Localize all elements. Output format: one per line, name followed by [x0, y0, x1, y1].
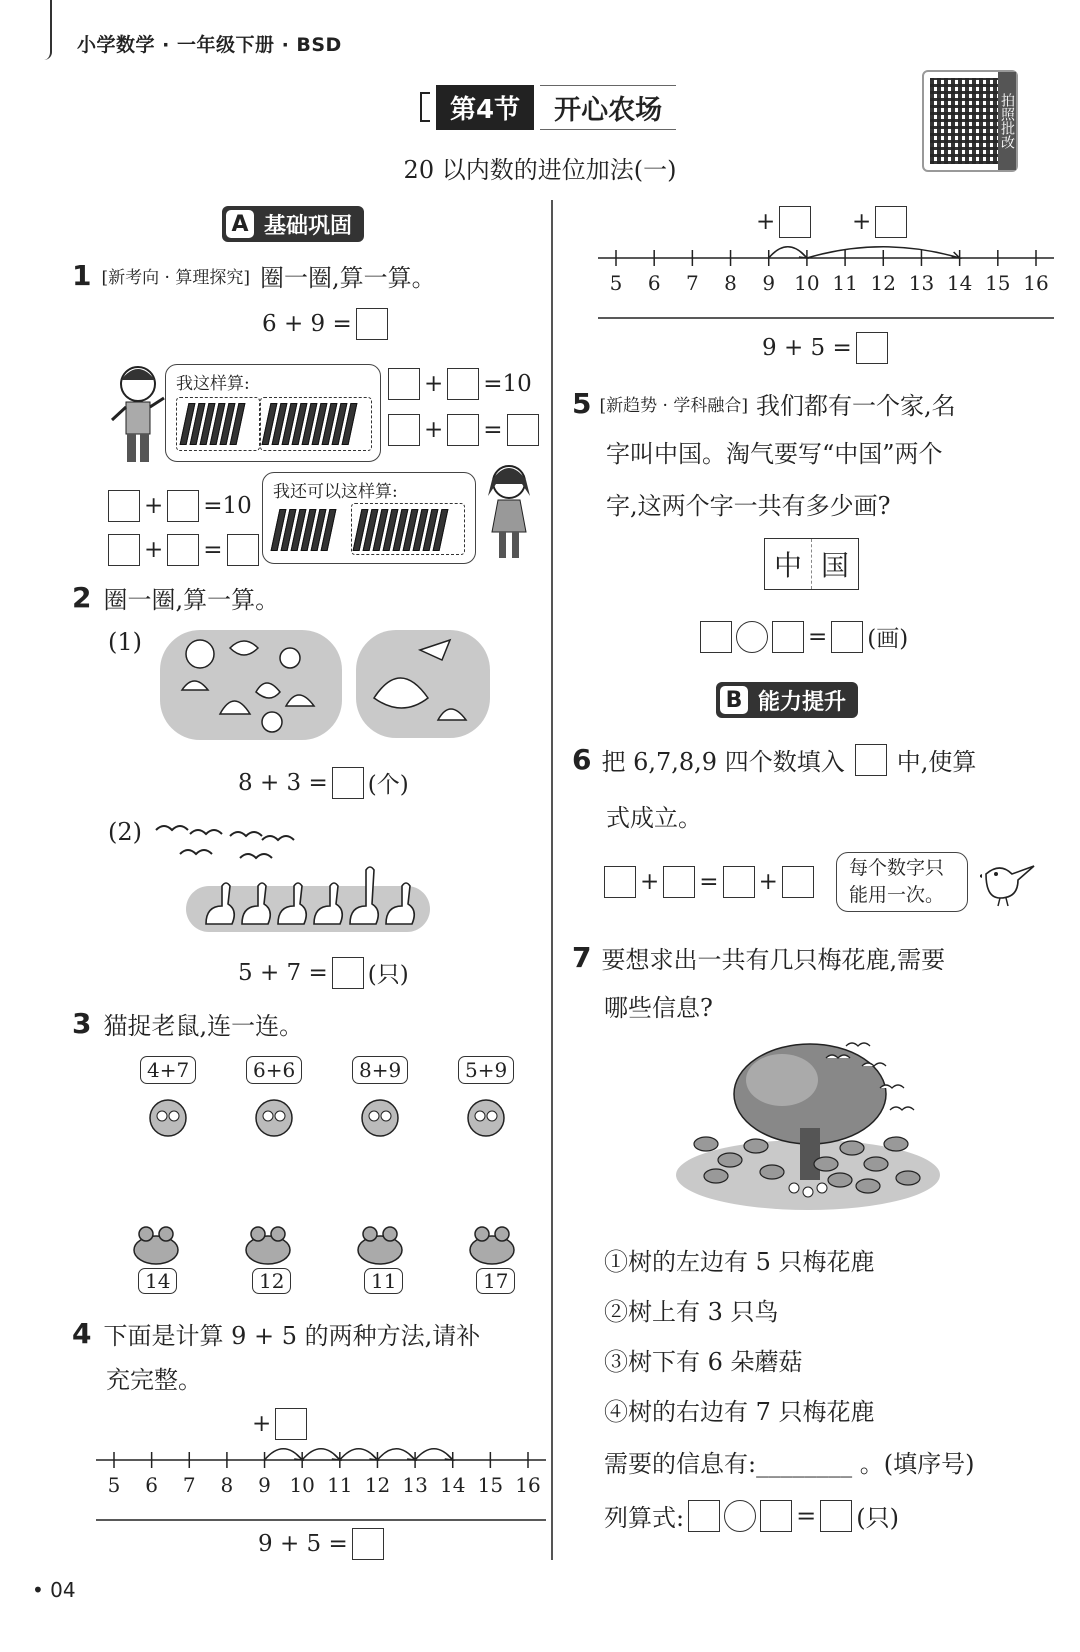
q5-unit: (画) [867, 626, 909, 652]
sticks-6b [275, 509, 332, 551]
q7-option-3[interactable]: ③树下有 6 朵蘑菇 [604, 1348, 803, 1376]
plus-sign: + [424, 417, 444, 443]
cat-2[interactable] [246, 1056, 306, 1084]
q1-m2-box4[interactable] [167, 534, 199, 566]
q1-bubble-1-label: 我这样算: [176, 374, 250, 394]
q5-characters [764, 538, 859, 590]
tick-label: 11 [832, 271, 858, 295]
tick-label: 8 [724, 271, 737, 295]
q2-part1-label: (1) [108, 628, 142, 656]
q7-option-4[interactable]: ④树的右边有 7 只梅花鹿 [604, 1398, 875, 1426]
tick-label: 12 [870, 271, 896, 295]
qr-side-label: 拍照批改 [998, 72, 1016, 170]
q2-unit2: (只) [367, 962, 409, 988]
cat-2-expression: 6+6 [246, 1056, 302, 1084]
q4-left-jump-box[interactable] [275, 1408, 307, 1440]
equals-sign: = [483, 417, 503, 443]
mouse-1-number: 14 [138, 1268, 177, 1294]
q1-equation-text: 6 + 9 = [262, 311, 352, 337]
q4-right-equation [762, 332, 888, 364]
q5-line1: 我们都有一个家,名 [755, 392, 956, 420]
q2-text: 圈一圈,算一算。 [103, 586, 280, 614]
q1-heading [72, 258, 436, 293]
page-number: • 04 [32, 1578, 76, 1602]
mouse-4[interactable] [476, 1268, 515, 1294]
shells-icon [160, 630, 490, 740]
plus-sign: + [756, 209, 776, 235]
q4-left-eq-text: 9 + 5 = [258, 1531, 348, 1557]
q7-line1: 要想求出一共有几只梅花鹿,需要 [601, 946, 946, 974]
equals-ten: =10 [483, 371, 532, 397]
q4-left-eq-box[interactable] [352, 1528, 384, 1560]
q1-m2-box5[interactable] [227, 534, 259, 566]
q5-tag: [新趋势 · 学科融合] [599, 396, 748, 416]
plus-sign: + [252, 1411, 272, 1437]
q1-method2-row2 [108, 534, 259, 566]
char-zhong: 中 [765, 539, 812, 589]
q4-left-equation [258, 1528, 384, 1560]
badge-a-letter: A [226, 210, 254, 238]
equals-sign: = [808, 623, 828, 650]
q1-answer-box[interactable] [356, 308, 388, 340]
q5-answer-box[interactable] [831, 621, 863, 653]
equals-sign: = [203, 537, 223, 563]
q1-m1-box5[interactable] [507, 414, 539, 446]
bird-icon [980, 858, 1040, 908]
lesson-subtitle: 20 以内数的进位加法(一) [403, 156, 677, 184]
tick-label: 7 [182, 1473, 196, 1497]
mouse-1[interactable] [138, 1268, 177, 1294]
q6-number: 6 [572, 743, 592, 776]
cat-icons [140, 1090, 540, 1150]
q6-hint-line2: 能用一次。 [849, 884, 945, 906]
tick-label: 13 [908, 271, 935, 295]
tick-label: 15 [477, 1473, 504, 1497]
q6-hint-bubble [836, 852, 968, 912]
q6-box3[interactable] [723, 866, 755, 898]
cat-4-expression: 5+9 [458, 1056, 514, 1084]
badge-advanced [716, 682, 858, 718]
plus-sign: + [424, 371, 444, 397]
q4-right-jump2 [852, 206, 907, 238]
equals-sign: = [699, 869, 719, 895]
tree-deer-illustration [676, 1036, 956, 1206]
q7-option-1[interactable]: ①树的左边有 5 只梅花鹿 [604, 1248, 875, 1276]
q6-box1[interactable] [604, 866, 636, 898]
q5-number: 5 [572, 387, 592, 420]
mouse-icons [120, 1224, 540, 1268]
q7-answer-box[interactable] [820, 1500, 852, 1532]
q1-bubble-1 [165, 364, 381, 462]
q1-m1-box1[interactable] [388, 368, 420, 400]
q2-heading [72, 580, 279, 615]
q6-line1-end: 中,使算 [896, 748, 977, 776]
q1-method1-row1 [388, 368, 532, 400]
plus-sign: + [758, 869, 778, 895]
q7-formula-label: 列算式: [604, 1504, 685, 1532]
tick-label: 10 [289, 1473, 315, 1497]
q1-m2-box2[interactable] [167, 490, 199, 522]
jump-arrowhead [952, 252, 960, 258]
q1-method1-row2 [388, 414, 539, 446]
q2-eq1 [238, 766, 409, 799]
tick-label: 9 [762, 271, 776, 295]
q4-right-eq-text: 9 + 5 = [762, 335, 852, 361]
tick-label: 5 [107, 1473, 121, 1497]
q5-operator-circle[interactable] [736, 621, 768, 653]
birds-icon [150, 818, 300, 868]
q1-equation [262, 308, 388, 340]
sticks-6 [184, 403, 241, 445]
tick-label: 16 [1023, 271, 1049, 295]
equals-ten: =10 [203, 493, 252, 519]
badge-basic [222, 206, 364, 242]
mouse-3[interactable] [364, 1268, 403, 1294]
tick-label: 13 [402, 1473, 428, 1497]
plus-sign: + [144, 537, 164, 563]
q5-line2: 字叫中国。淘气要写“中国”两个 [606, 440, 943, 468]
q6-inline-box [855, 744, 887, 776]
q6-box2[interactable] [663, 866, 695, 898]
q7-formula-row [604, 1498, 899, 1533]
q5-box1[interactable] [700, 621, 732, 653]
q2-eq2-box[interactable] [332, 957, 364, 989]
q2-eq1-box[interactable] [332, 767, 364, 799]
q6-heading [572, 742, 976, 777]
plus-sign: + [852, 209, 872, 235]
section-title [420, 85, 676, 129]
q1-m2-box1[interactable] [108, 490, 140, 522]
column-divider [551, 200, 553, 1560]
tick-label: 16 [515, 1473, 541, 1497]
q3-number: 3 [72, 1007, 92, 1040]
q2-eq2-text: 5 + 7 = [238, 959, 328, 986]
mouse-2[interactable] [252, 1268, 291, 1294]
section-name: 开心农场 [540, 85, 676, 130]
section-number: 第4节 [436, 85, 534, 130]
q6-hint-line1: 每个数字只 [849, 857, 945, 879]
q7-number: 7 [572, 941, 592, 974]
q4-left-jump [252, 1408, 307, 1440]
tick-label: 14 [440, 1473, 466, 1497]
mouse-2-number: 12 [252, 1268, 291, 1294]
q6-box4[interactable] [782, 866, 814, 898]
q2-eq1-text: 8 + 3 = [238, 769, 328, 796]
q4-right-eq-box[interactable] [856, 332, 888, 364]
q7-need-info[interactable]: 需要的信息有:________ 。(填序号) [604, 1450, 975, 1478]
tick-label: 8 [220, 1473, 234, 1497]
q6-equation [604, 866, 814, 898]
q1-bubble-2 [262, 472, 476, 564]
q1-m1-box2[interactable] [447, 368, 479, 400]
q4-heading [72, 1316, 480, 1351]
q1-tag: [新考向 · 算理探究] [101, 268, 250, 288]
q2-part2-label: (2) [108, 818, 142, 846]
q1-bubble-2-label: 我还可以这样算: [273, 482, 398, 502]
q6-line2: 式成立。 [606, 804, 702, 832]
q3-heading [72, 1006, 303, 1041]
q1-number: 1 [72, 259, 92, 292]
q1-m1-box3[interactable] [388, 414, 420, 446]
cat-1-expression: 4+7 [140, 1056, 196, 1084]
q7-heading [572, 940, 945, 975]
q5-line3: 字,这两个字一共有多少画? [606, 492, 891, 520]
q7-unit: (只) [856, 1504, 899, 1532]
q2-number: 2 [72, 581, 92, 614]
tick-label: 6 [145, 1473, 159, 1497]
q4-number: 4 [72, 1317, 92, 1350]
tick-label: 9 [258, 1473, 271, 1497]
cat-3[interactable] [352, 1056, 412, 1084]
q7-line2: 哪些信息? [604, 994, 713, 1022]
q7-box2[interactable] [760, 1500, 792, 1532]
q7-box1[interactable] [688, 1500, 720, 1532]
tick-label: 15 [985, 271, 1011, 295]
cat-1[interactable] [140, 1056, 200, 1084]
q5-equation [700, 620, 908, 653]
tick-label: 14 [946, 271, 973, 295]
badge-a-label: 基础巩固 [264, 213, 353, 239]
q4-text-line1: 下面是计算 9 + 5 的两种方法,请补 [103, 1322, 481, 1350]
q4-right-jump1-box[interactable] [779, 206, 811, 238]
sticks-9b [357, 509, 444, 551]
section-bracket-decoration [420, 92, 430, 122]
geese-icon [196, 864, 430, 934]
cat-3-expression: 8+9 [352, 1056, 408, 1084]
q1-m2-box3[interactable] [108, 534, 140, 566]
tick-label: 7 [685, 271, 699, 295]
char-guo: 国 [820, 549, 849, 582]
plus-sign: + [640, 869, 660, 895]
q4-right-jump1 [756, 206, 811, 238]
q1-text: 圈一圈,算一算。 [259, 264, 436, 292]
q1-method2-row1 [108, 490, 252, 522]
q7-option-2[interactable]: ②树上有 3 只鸟 [604, 1298, 779, 1326]
tick-label: 5 [609, 271, 623, 295]
q4-text-line2: 充完整。 [106, 1366, 202, 1394]
badge-b-label: 能力提升 [758, 689, 847, 715]
q6-line1: 把 6,7,8,9 四个数填入 [601, 748, 845, 776]
sticks-9 [266, 403, 353, 445]
page-corner-decoration [0, 0, 52, 60]
equals-sign: = [796, 1501, 817, 1530]
badge-b-letter: B [720, 686, 748, 714]
cat-4[interactable] [458, 1056, 518, 1084]
tick-label: 12 [364, 1473, 391, 1497]
boy-illustration [108, 362, 168, 472]
q5-box2[interactable] [772, 621, 804, 653]
q3-text: 猫捉老鼠,连一连。 [103, 1012, 304, 1040]
mouse-4-number: 17 [476, 1268, 515, 1294]
mouse-3-number: 11 [364, 1268, 403, 1294]
q5-heading [572, 386, 956, 421]
plus-sign: + [144, 493, 164, 519]
q7-operator-circle[interactable] [724, 1500, 756, 1532]
q4-right-jump2-box[interactable] [875, 206, 907, 238]
q2-unit1: (个) [367, 772, 409, 798]
tick-label: 10 [794, 271, 820, 295]
q2-eq2 [238, 956, 409, 989]
tick-label: 6 [647, 271, 661, 295]
q1-m1-box4[interactable] [447, 414, 479, 446]
book-header: 小学数学 · 一年级下册 · BSD [77, 34, 342, 56]
tick-label: 11 [327, 1473, 353, 1497]
girl-illustration [480, 462, 538, 566]
